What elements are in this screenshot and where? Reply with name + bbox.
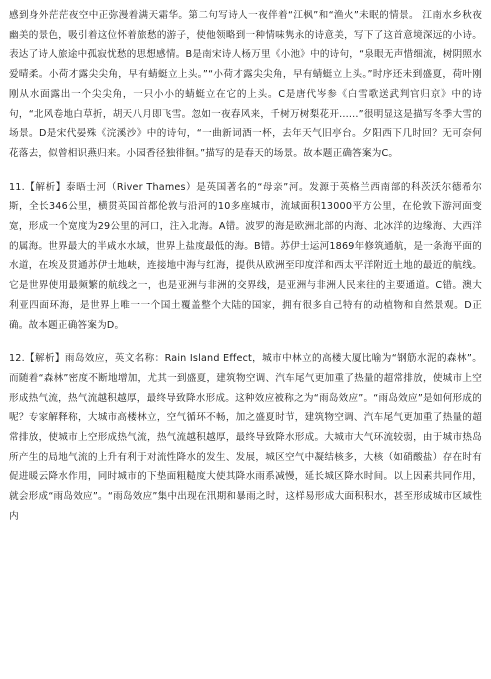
paragraph-q11-explanation: 11.【解析】泰晤士河（River Thames）是英国著名的“母亲”河。发源于英格兰西南部的科茨沃尔德希尔斯，全长346公里，横贯英国首都伦敦与沿河的10多座城市，流域面积13000平方公里，在伦敦下游河面变宽，形成一个宽度为29公里的河口，注入北海。A错。波罗的海是欧洲北部的内海、北冰洋的边缘海、大西洋的属海。世界最大的半咸水水域，世界上盐度最低的海。B错。苏伊士运河1869年修筑通航，是一条海平面的水道，在埃及贯通苏伊士地峡，连接地中海与红海，提供从欧洲至印度洋和西太平洋附近土地的最近的航线。它是世界使用最频繁的航线之一，也是亚洲与非洲的交界线，是亚洲与非洲人民来往的主要通道。C错。澳大利亚四面环海，是世界上唯一一个国土覆盖整个大陆的国家，拥有很多自己特有的动植物和自然景观。D正确。故本题正确答案为D。: [9, 181, 482, 331]
paragraph-q10-continuation: 感到身外茫茫夜空中正弥漫着满天霜华。第二句写诗人一夜伴着“江枫”和“渔火”未眠的情景。 江南水乡秋夜幽美的景色，吸引着这位怀着旅愁的游子，使他领略到一种情味隽永的诗意美，写下了这首意境深远的小诗。表达了诗人旅途中孤寂忧愁的思想感情。B是南宋诗人杨万里《小池》中的诗句，“泉眼无声惜细流，树阴照水爱晴柔。小荷才露尖尖角，早有蜻蜓立上头。”“小荷才露尖尖角，早有蜻蜓立上头。”时序还未到盛夏，荷叶刚刚从水面露出一个尖尖角，一只小小的蜻蜓立在它的上头。C是唐代岑参《白雪歌送武判官归京》中的诗句，“北风卷地白草折，胡天八月即飞雪。忽如一夜春风来，千树万树梨花开......”很明显这是描写冬季大雪的场景。D是宋代晏殊《浣溪沙》中的诗句，“一曲新词酒一杯，去年天气旧亭台。夕阳西下几时回？无可奈何花落去，似曾相识燕归来。小园香径独徘徊。”描写的是春天的场景。故本题正确答案为C。: [9, 10, 482, 159]
paragraph-q12-explanation: 12.【解析】雨岛效应，英文名称：Rain Island Effect，城市中林立的高楼大厦比喻为“钢筋水泥的森林”。而随着“森林”密度不断地增加，尤其一到盛夏，建筑物空调、汽车尾气更加重了热量的超常排放，使城市上空形成热气流，热气流越积越厚，最终导致降水形成。这种效应被称之为“雨岛效应”。“雨岛效应”是如何形成的呢？专家解释称，大城市高楼林立，空气循环不畅，加之盛夏时节，建筑物空调、汽车尾气更加重了热量的超常排放，使城市上空形成热气流，热气流越积越厚，最终导致降水形成。大城市大气环流较弱，由于城市热岛所产生的局地气流的上升有利于对流性降水的发生、发展，城区空气中凝结核多，大核（如硝酸盐）存在时有促进暖云降水作用，同时城市的下垫面粗糙度大使其降水雨系减慢，延长城区降水时间。以上因素共同作用，就会形成“雨岛效应”。“雨岛效应”集中出现在汛期和暴雨之时，这样易形成大面积积水，甚至形成城市区域性内: [9, 353, 482, 522]
